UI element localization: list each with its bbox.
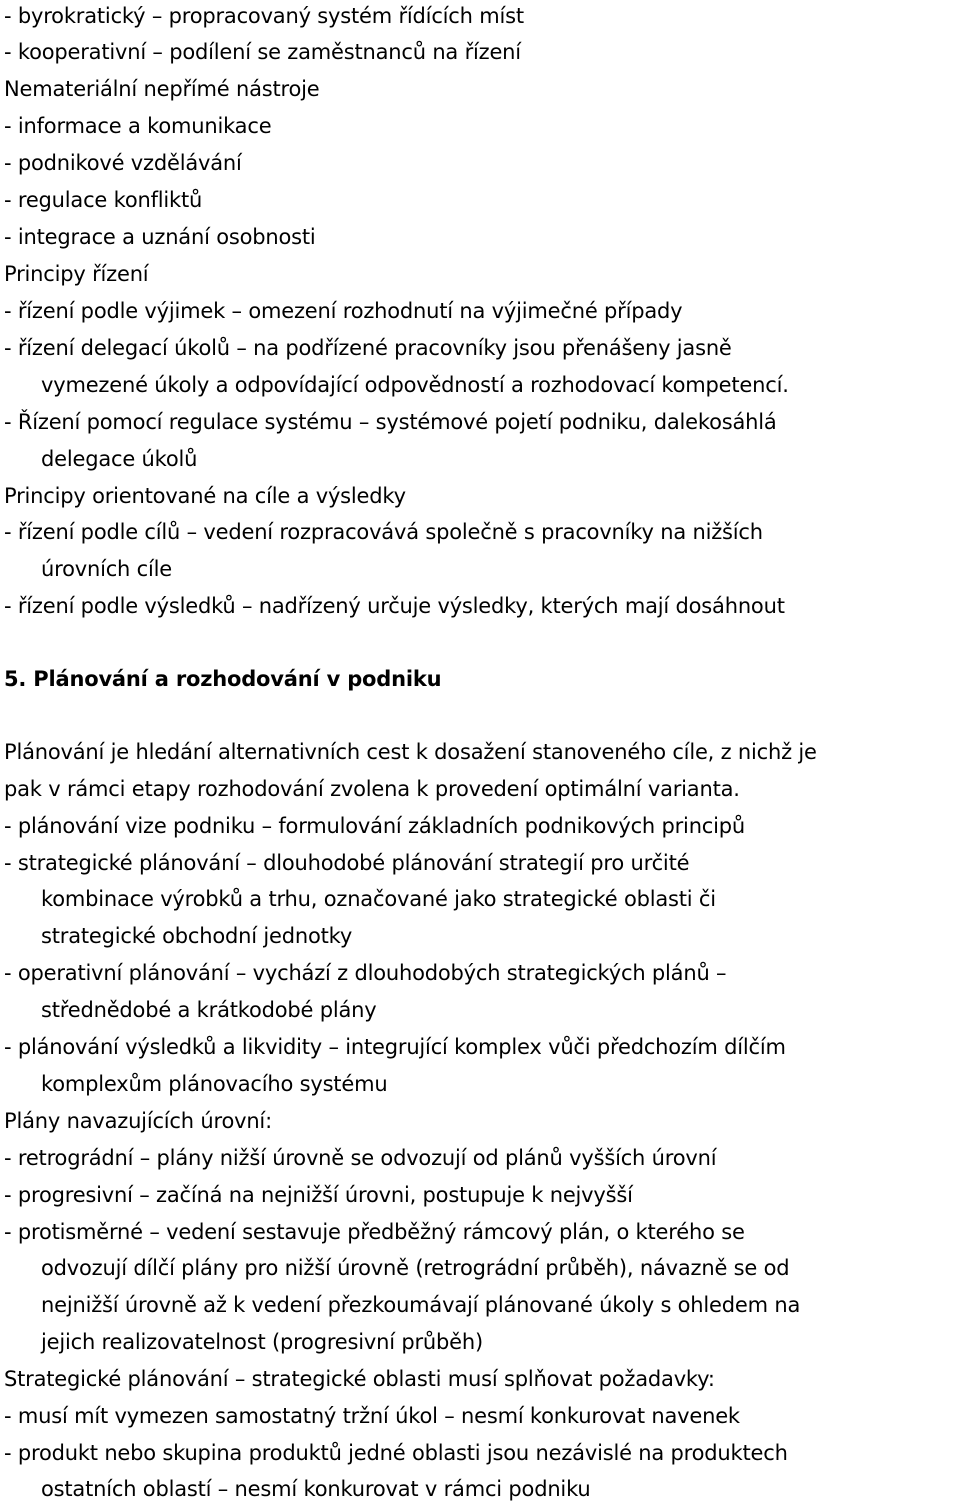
text-line: - progresivní – začíná na nejnižší úrovni, postupuje k nejvyšší — [4, 1183, 633, 1207]
text-line: - operativní plánování – vychází z dlouhodobých strategických plánů – — [4, 961, 727, 985]
text-line: Plánování je hledání alternativních cest k dosažení stanoveného cíle, z nichž je — [4, 740, 817, 764]
text-line: nejnižší úrovně až k vedení přezkoumávají plánované úkoly s ohledem na — [41, 1293, 801, 1317]
text-line: - musí mít vymezen samostatný tržní úkol – nesmí konkurovat navenek — [4, 1404, 740, 1428]
text-line: - protisměrné – vedení sestavuje předběžný rámcový plán, o kterého se — [4, 1220, 745, 1244]
text-line: - plánování výsledků a likvidity – integrující komplex vůči předchozím dílčím — [4, 1035, 786, 1059]
text-line: Nemateriální nepřímé nástroje — [4, 77, 320, 101]
text-line: - kooperativní – podílení se zaměstnanců na řízení — [4, 40, 521, 64]
text-line: - plánování vize podniku – formulování základních podnikových principů — [4, 814, 746, 838]
text-line: - produkt nebo skupina produktů jedné oblasti jsou nezávislé na produktech — [4, 1441, 788, 1465]
section-heading: 5. Plánování a rozhodování v podniku — [4, 667, 442, 691]
text-line: vymezené úkoly a odpovídající odpovědností a rozhodovací kompetencí. — [41, 373, 789, 397]
text-line: - byrokratický – propracovaný systém řídících míst — [4, 4, 524, 28]
text-line: Principy řízení — [4, 262, 149, 286]
text-line: - regulace konfliktů — [4, 188, 203, 212]
text-line: kombinace výrobků a trhu, označované jako strategické oblasti či — [41, 887, 716, 911]
text-line: jejich realizovatelnost (progresivní průběh) — [41, 1330, 483, 1354]
text-line: - strategické plánování – dlouhodobé plánování strategií pro určité — [4, 851, 690, 875]
text-line: - Řízení pomocí regulace systému – systémové pojetí podniku, dalekosáhlá — [4, 410, 777, 434]
text-line: pak v rámci etapy rozhodování zvolena k provedení optimální varianta. — [4, 777, 740, 801]
text-line: - retrográdní – plány nižší úrovně se odvozují od plánů vyšších úrovní — [4, 1146, 717, 1170]
text-line: delegace úkolů — [41, 447, 198, 471]
text-line: úrovních cíle — [41, 557, 172, 581]
text-line: Plány navazujících úrovní: — [4, 1109, 272, 1133]
text-line: střednědobé a krátkodobé plány — [41, 998, 377, 1022]
text-line: strategické obchodní jednotky — [41, 924, 353, 948]
text-line: - informace a komunikace — [4, 114, 272, 138]
text-line: ostatních oblastí – nesmí konkurovat v rámci podniku — [41, 1477, 591, 1501]
text-line: Principy orientované na cíle a výsledky — [4, 484, 406, 508]
text-line: odvozují dílčí plány pro nižší úrovně (retrográdní průběh), návazně se od — [41, 1256, 790, 1280]
text-line: - řízení delegací úkolů – na podřízené pracovníky jsou přenášeny jasně — [4, 336, 732, 360]
text-line: - řízení podle výjimek – omezení rozhodnutí na výjimečné případy — [4, 299, 683, 323]
text-line: Strategické plánování – strategické oblasti musí splňovat požadavky: — [4, 1367, 715, 1391]
text-line: komplexům plánovacího systému — [41, 1072, 388, 1096]
text-line: - řízení podle výsledků – nadřízený určuje výsledky, kterých mají dosáhnout — [4, 594, 785, 618]
text-line: - řízení podle cílů – vedení rozpracovává společně s pracovníky na nižších — [4, 520, 763, 544]
text-line: - integrace a uznání osobnosti — [4, 225, 316, 249]
text-line: - podnikové vzdělávání — [4, 151, 242, 175]
